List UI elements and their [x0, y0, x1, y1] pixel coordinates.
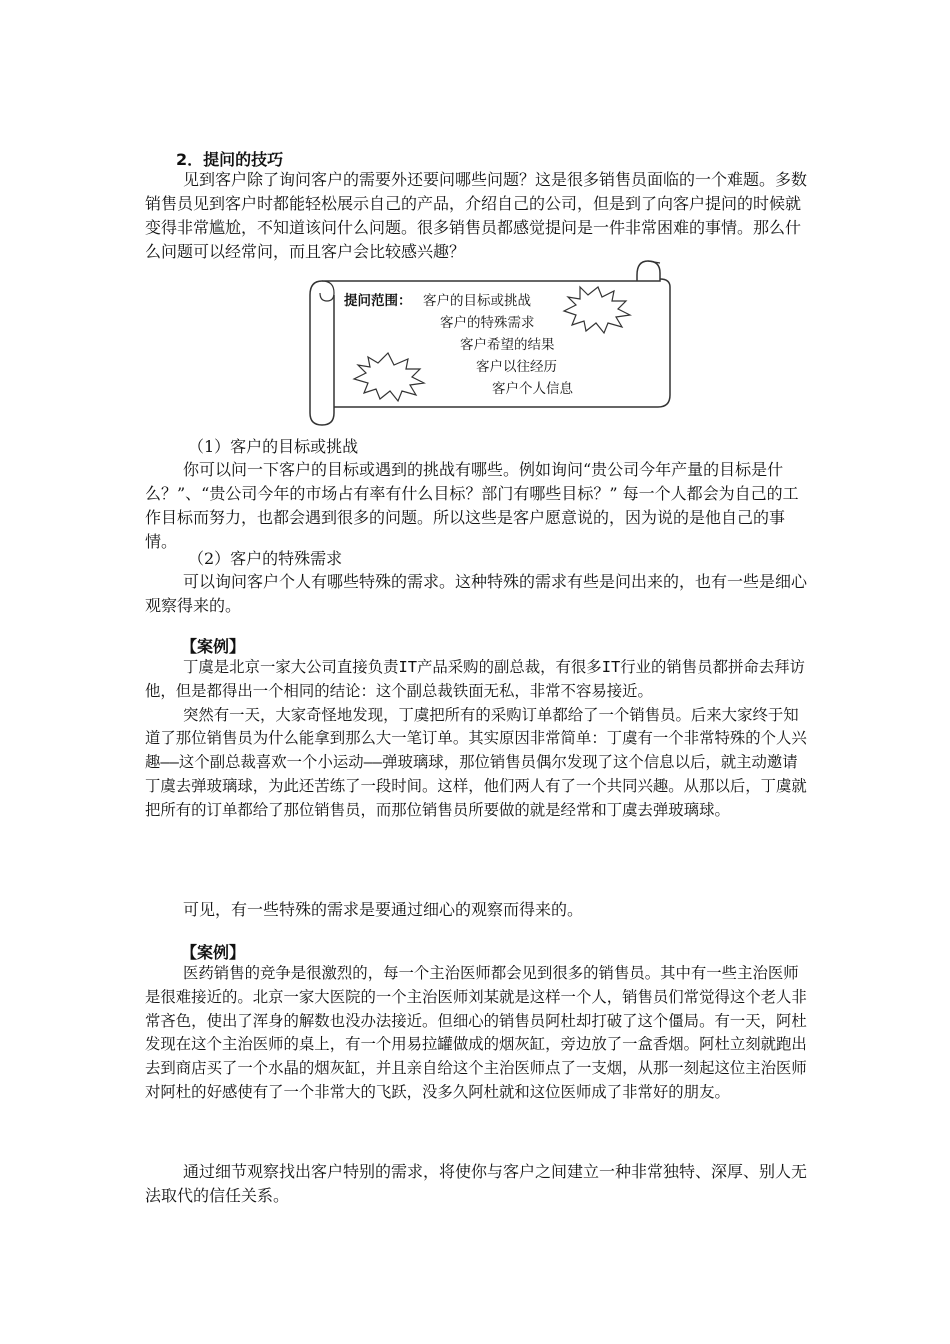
subsection-2-text: 可以询问客户个人有哪些特殊的需求。这种特殊的需求有些是问出来的，也有一些是细心观察得来的。 [145, 572, 808, 615]
case-1-label: 【案例】 [181, 637, 246, 656]
conclusion-1 [145, 898, 807, 922]
subsection-1-text: 你可以问一下客户的目标或遇到的挑战有哪些。例如询问“贵公司今年产量的目标是什么？”、“贵公司今年的市场占有率有什么目标？部门有哪些目标？” 每一个人都会为自己的工作目标而努力，也都会遇到很多的问题。所以这些是客户愿意说的，因为说的是他自己的事情。 [145, 460, 799, 551]
scope-item-goals: 客户的目标或挑战 [423, 293, 531, 309]
case-2-paragraph-1: 医药销售的竞争是很激烈的，每一个主治医师都会见到很多的销售员。其中有一些主治医师是很难接近的。北京一家大医院的一个主治医师刘某就是这样一个人，销售员们常觉得这个老人非常吝色，使出了浑身的解数也没办法接近。但细心的销售员阿杜却打破了这个僵局。有一天，阿杜发现在这个主治医师的桌上，有一个用易拉罐做成的烟灰缸，旁边放了一盒香烟。阿杜立刻就跑出去到商店买了一个水晶的烟灰缸，并且亲自给这个主治医师点了一支烟，从那一刻起这位主治医师对阿杜的好感使有了一个非常大的飞跃，没多久阿杜就和这位医师成了非常好的朋友。 [145, 964, 807, 1101]
case-1-paragraph-1: 丁虞是北京一家大公司直接负责IT产品采购的副总裁，有很多IT行业的销售员都拼命去拜访他，但是都得出一个相同的结论：这个副总裁铁面无私，非常不容易接近。 [145, 658, 805, 700]
subsection-2-title: （2）客户的特殊需求 [188, 549, 343, 568]
question-scope-scroll [308, 257, 676, 429]
scope-item-personal-info: 客户个人信息 [492, 381, 573, 397]
conclusion-2-text: 通过细节观察找出客户特别的需求，将使你与客户之间建立一种非常独特、深厚、别人无法取代的信任关系。 [145, 1162, 808, 1205]
subsection-2-body [145, 570, 807, 618]
case-1-paragraph-2: 突然有一天，大家奇怪地发现，丁虞把所有的采购订单都给了一个销售员。后来大家终于知道了那位销售员为什么能拿到那么大一笔订单。其实原因非常简单：丁虞有一个非常特殊的个人兴趣——这个副总裁喜欢一个小运动——弹玻璃球，那位销售员偶尔发现了这个信息以后，就主动邀请丁虞去弹玻璃球，为此还苦练了一段时间。这样，他们两人有了一个共同兴趣。从那以后，丁虞就把所有的订单都给了那位销售员，而那位销售员所要做的就是经常和丁虞去弹玻璃球。 [145, 705, 807, 819]
section-heading: 2．提问的技巧 [176, 150, 284, 169]
subsection-1-title: （1）客户的目标或挑战 [188, 437, 359, 456]
scope-label: 提问范围： [344, 293, 412, 309]
conclusion-2 [145, 1160, 807, 1208]
intro-paragraph [145, 168, 807, 264]
scope-item-desired-results: 客户希望的结果 [460, 337, 555, 353]
case-1-body [145, 656, 807, 823]
intro-text: 见到客户除了询问客户的需要外还要问哪些问题？这是很多销售员面临的一个难题。多数销售员见到客户时都能轻松展示自己的产品，介绍自己的公司，但是到了向客户提问的时候就变得非常尴尬，不知道该问什么问题。很多销售员都感觉提问是一件非常困难的事情。那么什么问题可以经常问，而且客户会比较感兴趣？ [145, 170, 808, 261]
scope-item-past-experience: 客户以往经历 [476, 359, 557, 375]
conclusion-1-text: 可见，有一些特殊的需求是要通过细心的观察而得来的。 [183, 900, 584, 919]
burst-shape-right [564, 287, 630, 333]
subsection-1-body [145, 458, 807, 554]
case-2-body [145, 962, 807, 1105]
scope-item-special-needs: 客户的特殊需求 [440, 315, 535, 331]
case-2-label: 【案例】 [181, 943, 246, 962]
burst-shape-left [354, 353, 424, 401]
